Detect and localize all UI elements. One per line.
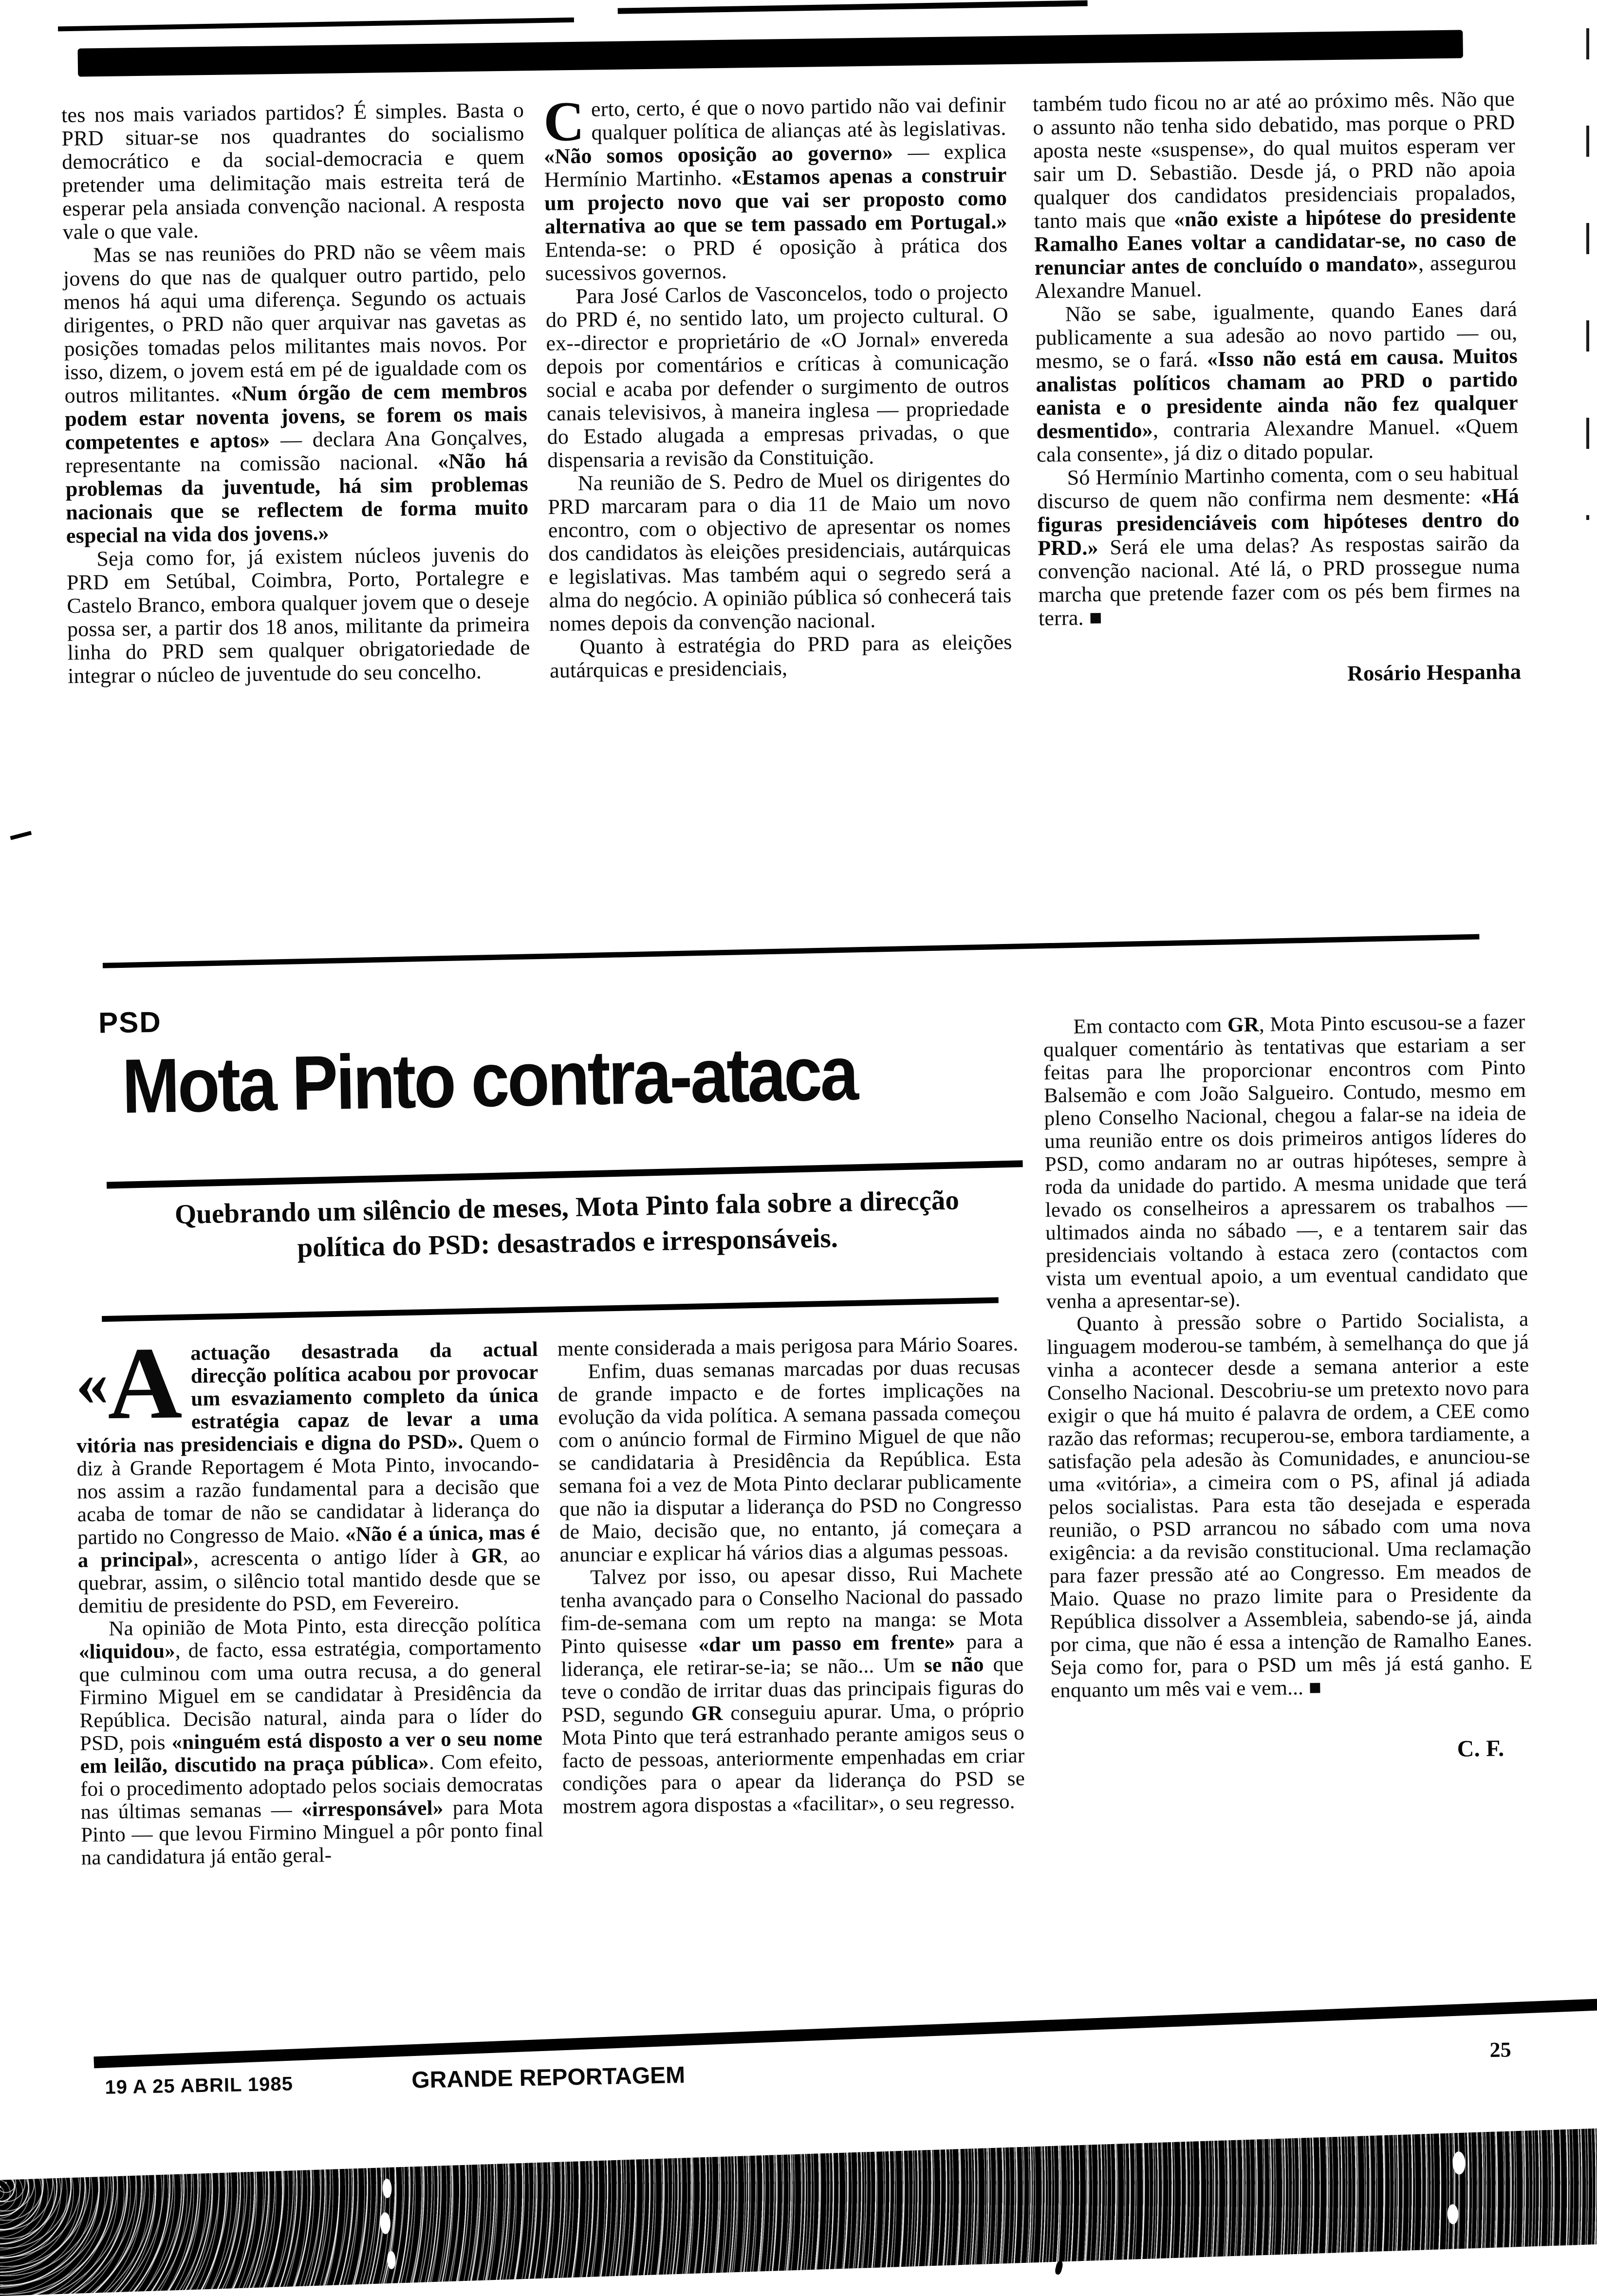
bold-quote: GR [691, 1702, 723, 1725]
kicker: PSD [98, 1005, 162, 1039]
paragraph: Certo, certo, é que o novo partido não vai definir qualquer política de alianças até às legislativas. «Não somos oposição ao governo» — explica Hermínio Martinho. «Estamos apenas a construir um projecto novo que vai ser proposto como alternativa ao que se tem passado em Portugal.» Entenda-se: o PRD é oposição à prática dos sucessivos governos. [543, 90, 1008, 285]
scan-speck [1054, 2260, 1063, 2275]
paragraph: mente considerada a mais perigosa para Mário Soares. [557, 1332, 1019, 1361]
column-text [1043, 1010, 1533, 1702]
bold-quote: «Não somos oposição ao governo» [543, 140, 893, 168]
bold-quote: «Isso não está em causa. Muitos analistas políticos chamam ao PRD o partido eanista e o presidente ainda não fez qualquer desmentido» [1036, 344, 1519, 444]
headline: Mota Pinto contra-ataca [121, 1030, 857, 1129]
prd-article-column-2 [543, 90, 1013, 683]
signature: C. F. [1457, 1735, 1504, 1762]
horizontal-rule [103, 934, 1480, 968]
scan-edge-line [618, 0, 1088, 14]
column-text [75, 1325, 544, 1870]
section-divider-bar [77, 30, 1463, 76]
byline: Rosário Hespanha [1347, 659, 1522, 686]
page-number: 25 [1489, 2037, 1512, 2062]
halftone-strip [0, 2128, 1597, 2296]
dropcap: C [543, 90, 585, 153]
bold-quote: se não [924, 1653, 984, 1677]
paragraph: também tudo ficou no ar até ao próximo mês. Não que o assunto não tenha sido debatido, mas porque o PRD aposta neste «suspense», do qual muitos esperam ver sair um D. Sebastião. Desde já, o PRD não apoia qualquer dos candidatos presidenciais propalados, tanto mais que «não existe a hipótese do presidente Ramalho Eanes voltar a candidatar-se, no caso de renunciar antes de concluído o mandato», assegurou Alexandre Manuel. [1032, 87, 1517, 303]
bold-quote: «Não é a única, mas é a principal» [77, 1521, 540, 1572]
prd-article-column-1 [61, 98, 531, 688]
bold-quote: «dar um passo em frente» [698, 1630, 955, 1657]
paragraph: Quanto à pressão sobre o Partido Socialista, a linguagem moderou-se também, à semelhança do que já vinha a acontecer desde a semana anterior a este Conselho Nacional. Descobriu-se um pretexto novo para exigir o que há muito é palavra de ordem, a CEE como razão das reformas; recuperou-se, embora tardiamente, a satisfação pela adesão às Comunidades, e anunciou-se uma «vitória», a cimeira com o PS, afinal já adiada pelos socialistas. Para esta tão desejada e esperada reunião, o PSD arrancou no sábado com uma nova exigência: a da revisão constitucional. Uma reclamação para fazer pressão até ao Congresso. Em meados de Maio. Quase no prazo limite para o Presidente da República dissolver a Assembleia, sabendo-se já, ainda por cima, que não é essa a intenção de Ramalho Eanes. Seja como for, para o PSD um mês já está ganho. E enquanto um mês vai e vem... ■ [1046, 1308, 1533, 1703]
paragraph: Seja como for, já existem núcleos juvenis do PRD em Setúbal, Coimbra, Porto, Portalegre e Castelo Branco, embora qualquer jovem que o deseje possa ser, a partir dos 18 anos, militante da primeira linha do PRD sem qualquer obrigatoriedade de integrar o núcleo de juventude do seu concelho. [66, 542, 530, 688]
paragraph: tes nos mais variados partidos? É simples. Basta o PRD situar-se nos quadrantes do socialismo democrático e da social-democracia e quem pretender uma delimitação mais estreita terá de esperar pela ansiada convenção nacional. A resposta vale o que vale. [61, 98, 525, 244]
paragraph: Enfim, duas semanas marcadas por duas recusas de grande impacto e de fortes implicações na evolução da vida política. A semana passada começou com o anúncio formal de Firmino Miguel de que não se candidataria à Presidência da República. Esta semana foi a vez de Mota Pinto declarar publicamente que não ia disputar a liderança do PSD no Congresso de Maio, decisão que, no entanto, já começara a anunciar e explicar há vários dias a algumas pessoas. [557, 1355, 1022, 1567]
deck: Quebrando um silêncio de meses, Mota Pinto fala sobre a direcção política do PSD: desastrados e irresponsáveis. [174, 1185, 960, 1263]
footer-date: 19 A 25 ABRIL 1985 [105, 2073, 294, 2098]
dropcap-open-quote: « [75, 1347, 103, 1419]
paragraph: Para José Carlos de Vasconcelos, todo o projecto do PRD é, no sentido lato, um projecto cultural. O ex--director e proprietário de «O Jornal» envereda depois por comentários e críticas à comunicação social e acaba por defender o surgimento de outros canais televisivos, à maneira inglesa — propriedade do Estado alugada a empresas privadas, o que dispensaria a revisão da Constituição. [545, 279, 1010, 472]
paragraph: Só Hermínio Martinho comenta, com o seu habitual discurso de quem não confirma nem desmente: «Há figuras presidenciáveis com hipóteses dentro do PRD.» Será ele uma delas? As respostas sairão da convenção nacional. Até lá, o PRD prossegue numa marcha que pretende fazer com os pés bem firmes na terra. ■ [1037, 461, 1521, 630]
paragraph: Em contacto com GR, Mota Pinto escusou-se a fazer qualquer comentário às tentativas que estariam a ser feitas para lhe proporcionar encontros com Pinto Balsemão e com João Salgueiro. Contudo, mesmo em pleno Conselho Nacional, chegou a falar-se na ideia de uma reunião entre os dois primeiros antigos líderes do PSD, como andaram no ar outras hipóteses, sempre à roda da unidade do partido. A mesma unidade que terá levado os conselheiros a apressarem os trabalhos — ultimados ainda no sábado —, e a tentarem sair das presidenciais voltando à estaca zero (contactos com vista um eventual apoio, a um eventual candidato que venha a apresentar-se). [1043, 1010, 1528, 1314]
psd-article-column-1 [75, 1325, 544, 1870]
paragraph: Na opinião de Mota Pinto, esta direcção política «liquidou», de facto, essa estratégia, comportamento que culminou com uma outra recusa, a do general Firmino Miguel em se candidatar à Presidência da República. Decisão natural, ainda para o líder do PSD, pois «ninguém está disposto a ver o seu nome em leilão, discutido na praça pública». Com efeito, foi o procedimento adoptado pelos sociais democratas nas últimas semanas — «irresponsável» para Mota Pinto — que levou Firmino Minguel a pôr ponto final na candidatura já então geral- [78, 1612, 544, 1870]
paragraph: « A actuação desastrada da actual direcção política acabou por provocar um esvaziamento completo da única estratégia capaz de levar a uma vitória nas presidenciais e digna do PSD». Quem o diz à Grande Reportagem é Mota Pinto, invocando-nos assim a razão fundamental para a decisão que acaba de tomar de não se candidatar à liderança do partido no Congresso de Maio. «Não é a única, mas é a principal», acrescenta o antigo líder à GR, ao quebrar, assim, o silêncio total mantido desde que se demitiu de presidente do PSD, em Fevereiro. [75, 1325, 541, 1618]
column-text [1033, 87, 1521, 630]
bold-quote: GR [1227, 1013, 1260, 1037]
bold-quote: actuação desastrada da actual direcção política acabou por provocar um esvaziamento completo da única estratégia capaz de levar a uma vitória nas presidenciais e digna do PSD». [76, 1338, 539, 1458]
horizontal-rule [102, 1297, 999, 1322]
column-text [557, 1333, 1025, 1818]
bold-quote: «liquidou» [78, 1639, 176, 1664]
bold-quote: «Num órgão de cem membros podem estar noventa jovens, se forem os mais competentes e aptos» [64, 378, 528, 454]
bold-quote: «Estamos apenas a construir um projecto novo que vai ser proposto como alternativa ao que se tem passado em Portugal.» [544, 163, 1007, 239]
scan-edge-line [58, 18, 574, 31]
magazine-logo: GRANDE REPORTAGEM [411, 2062, 686, 2093]
column-text [543, 90, 1013, 683]
bold-quote: «Há figuras presidenciáveis com hipóteses dentro do PRD.» [1037, 484, 1520, 560]
paragraph: Na reunião de S. Pedro de Muel os dirigentes do PRD marcaram para o dia 11 de Maio um novo encontro, com o objectivo de apresentar os nomes dos candidatos às eleições presidenciais, autárquicas e legislativas. Mas também aqui o segredo será a alma do negócio. A opinião pública só conhecerá tais nomes depois da convenção nacional. [548, 466, 1012, 636]
bold-quote: «não existe a hipótese do presidente Ramalho Eanes voltar a candidatar-se, no caso de renunciar antes de concluído o mandato» [1034, 204, 1517, 280]
page-edge-dashes [1586, 28, 1589, 520]
psd-article-column-2 [557, 1333, 1025, 1818]
dropcap: A [107, 1325, 183, 1441]
bold-quote: «Não há problemas da juventude, há sim problemas nacionais que se reflectem de forma muito especial na vida dos jovens.» [65, 448, 529, 548]
column-text [61, 98, 531, 688]
paragraph: Quanto à estratégia do PRD para as eleições autárquicas e presidenciais, [549, 630, 1012, 683]
margin-mark [10, 831, 32, 840]
prd-article-column-3 [1033, 87, 1522, 688]
bold-quote: GR [471, 1544, 503, 1568]
footer-rule [93, 1998, 1597, 2068]
paragraph: Não se sabe, igualmente, quando Eanes dará publicamente a sua adesão ao novo partido — ou, mesmo, se o fará. «Isso não está em causa. Muitos analistas políticos chamam ao PRD o partido eanista e o presidente ainda não fez qualquer desmentido», contraria Alexandre Manuel. «Quem cala consente», já diz o ditado popular. [1035, 297, 1519, 467]
psd-article-column-3 [1043, 1010, 1533, 1765]
bold-quote: «ninguém está disposto a ver o seu nome em leilão, discutido na praça pública» [80, 1727, 543, 1778]
paragraph: Mas se nas reuniões do PRD não se vêem mais jovens do que nas de qualquer outro partido, pelo menos há aqui uma diferença. Segundo os actuais dirigentes, o PRD não quer arquivar nas gavetas as posições tomadas pelos militantes mais novos. Por isso, dizem, o jovem está em pé de igualdade com os outros militantes. «Num órgão de cem membros podem estar noventa jovens, se forem os mais competentes e aptos» — declara Ana Gonçalves, representante na comissão nacional. «Não há problemas da juventude, há sim problemas nacionais que se reflectem de forma muito especial na vida dos jovens.» [63, 238, 529, 548]
paragraph: Talvez por isso, ou apesar disso, Rui Machete tenha avançado para o Conselho Nacional do passado fim-de-semana com um repto na manga: se Mota Pinto quisesse «dar um passo em frente» para a liderança, ele retirar-se-ia; se não... Um se não que teve o condão de irritar duas das principais figuras do PSD, segundo GR conseguiu apurar. Uma, o próprio Mota Pinto que terá estranhado perante amigos seus o facto de pessoas, anteriormente empenhadas em criar condições para o apear da liderança do PSD se mostrem agora dispostas a «facilitar», o seu regresso. [560, 1561, 1025, 1818]
bold-quote: «irresponsável» [301, 1796, 444, 1821]
